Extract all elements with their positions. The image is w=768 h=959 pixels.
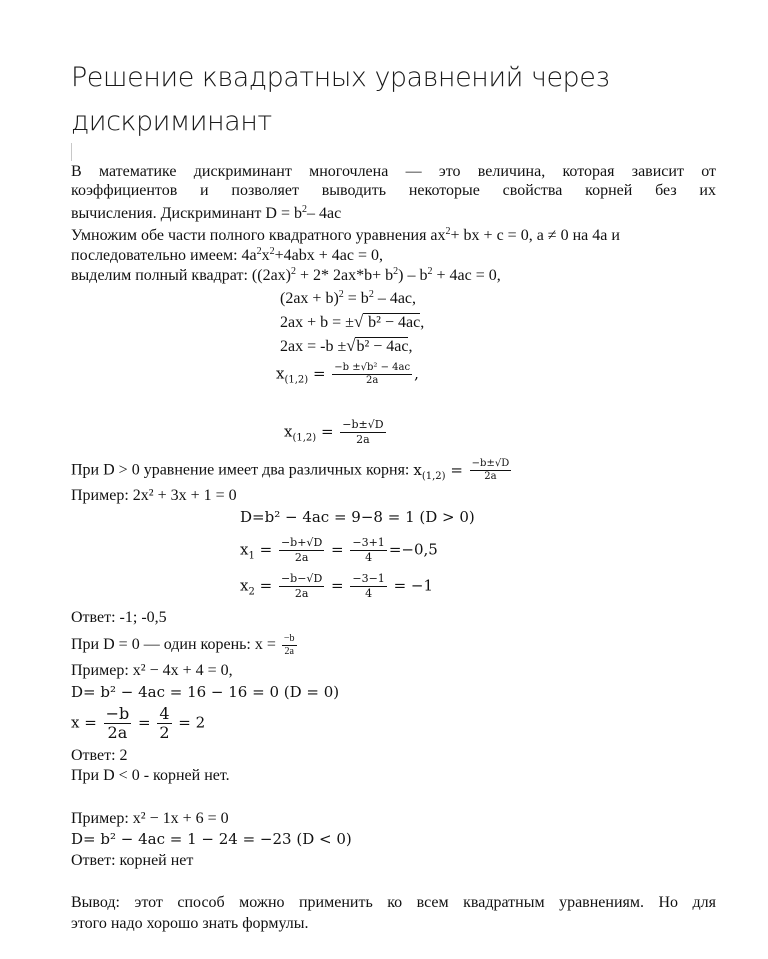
intro-line-1: В математике дискриминант многочлена — это величина, которая зависит от: [71, 163, 716, 180]
sqrt-icon: √: [346, 336, 356, 355]
intro-line-3: вычисления. Дискриминант $D = b^2-$ 4ac: [71, 204, 342, 222]
derivation-step-2: 2ax + b = ±√ b² − 4ac,: [280, 312, 425, 331]
fraction: $\frac{-b\pm√D}{2a}$: [342, 418, 384, 446]
derivation-complete-square: выделим полный квадрат: ($(2ax)^2 + 2*$ $2ax*b+ b^2) - b^2 + 4ac = 0$,: [71, 266, 501, 284]
case-negative-discriminant: D= b² − 4ac = 1 − 24 = −23 (D < 0): [71, 830, 352, 848]
case-zero-solution: x = $\frac{-b}{2a}$ = $\frac{4}{2}$ = 2: [71, 704, 206, 742]
derivation-step-3: 2ax = -b ±√b² − 4ac,: [280, 336, 413, 355]
case-positive-x1: $x_1$ = $\frac{-b+√D}{2a}$ = $\frac{-3+1}{4}$ =−0,5: [240, 536, 438, 564]
fraction: $\frac{-b\pm√D}{2a}$: [471, 458, 510, 482]
case-positive-x2: $x_2$ = $\frac{-b-√D}{2a}$ = $\frac{-3-1}{4}$ = −1: [240, 572, 434, 600]
conclusion-line-1: Вывод: этот способ можно применить ко всем квадратным уравнениям. Но для: [71, 894, 716, 911]
intro-line-2: коэффициентов и позволяет выводить некоторые свойства корней без их: [71, 182, 716, 199]
derivation-sequential: последовательно имеем: $4a^2x^2+4abx + 4ac = 0$,: [71, 246, 383, 264]
case-positive-statement: При D > 0 уравнение имеет два различных корня: $x_{(1,2)}$ = $\frac{-b\pm√D}{2a}$: [71, 458, 510, 482]
derivation-step-1: $(2ax + b)^2 = b^2 - 4ac$,: [280, 289, 417, 307]
fraction: $\frac{-b+√D}{2a}$: [280, 536, 323, 564]
case-positive-example: Пример: 2x² + 3x + 1 = 0: [71, 487, 237, 504]
fraction: $\frac{4}{2}$: [159, 704, 170, 742]
case-positive-discriminant: D=b² − 4ac = 9−8 = 1 (D > 0): [240, 508, 475, 526]
derivation-multiply: Умножим обе части полного квадратного уравнения $ax^2+$ bx + c = 0, a ≠ 0 на 4a и: [71, 226, 620, 244]
formula-roots-short: $x_{(1,2)}$ = $\frac{-b\pm√D}{2a}$: [284, 418, 384, 446]
sqrt-icon: √: [353, 312, 364, 331]
fraction: $\frac{-3-1}{4}$: [352, 572, 385, 600]
case-negative-example: Пример: x² − 1x + 6 = 0: [71, 810, 229, 827]
page-title: Решение квадратных уравнений через дискриминант: [71, 62, 610, 137]
case-negative-answer: Ответ: корней нет: [71, 852, 194, 869]
case-zero-statement: При D = 0 — один корень: x = $\frac{-b}{2a}$: [71, 633, 295, 657]
fraction: $\frac{\text{−b ±√b² − 4ac}}{2a}$: [334, 362, 411, 386]
fraction: $\frac{-b}{2a}$: [283, 633, 295, 657]
case-zero-answer: Ответ: 2: [71, 747, 128, 764]
case-negative-statement: При D < 0 - корней нет.: [71, 767, 230, 784]
text-cursor[interactable]: [71, 143, 72, 161]
case-positive-answer: Ответ: -1; -0,5: [71, 609, 167, 626]
fraction: $\frac{-b}{2a}$: [105, 704, 130, 742]
conclusion-line-2: этого надо хорошо знать формулы.: [71, 915, 309, 932]
formula-roots-long: $x_{(1,2)}$ = $\frac{\text{−b ±√b² − 4ac}}{2a}$ ,: [276, 362, 419, 386]
case-zero-example: Пример: x² − 4x + 4 = 0,: [71, 662, 233, 679]
fraction: $\frac{-3+1}{4}$: [352, 536, 385, 564]
case-zero-discriminant: D= b² − 4ac = 16 − 16 = 0 (D = 0): [71, 683, 340, 701]
fraction: $\frac{-b-√D}{2a}$: [280, 572, 323, 600]
